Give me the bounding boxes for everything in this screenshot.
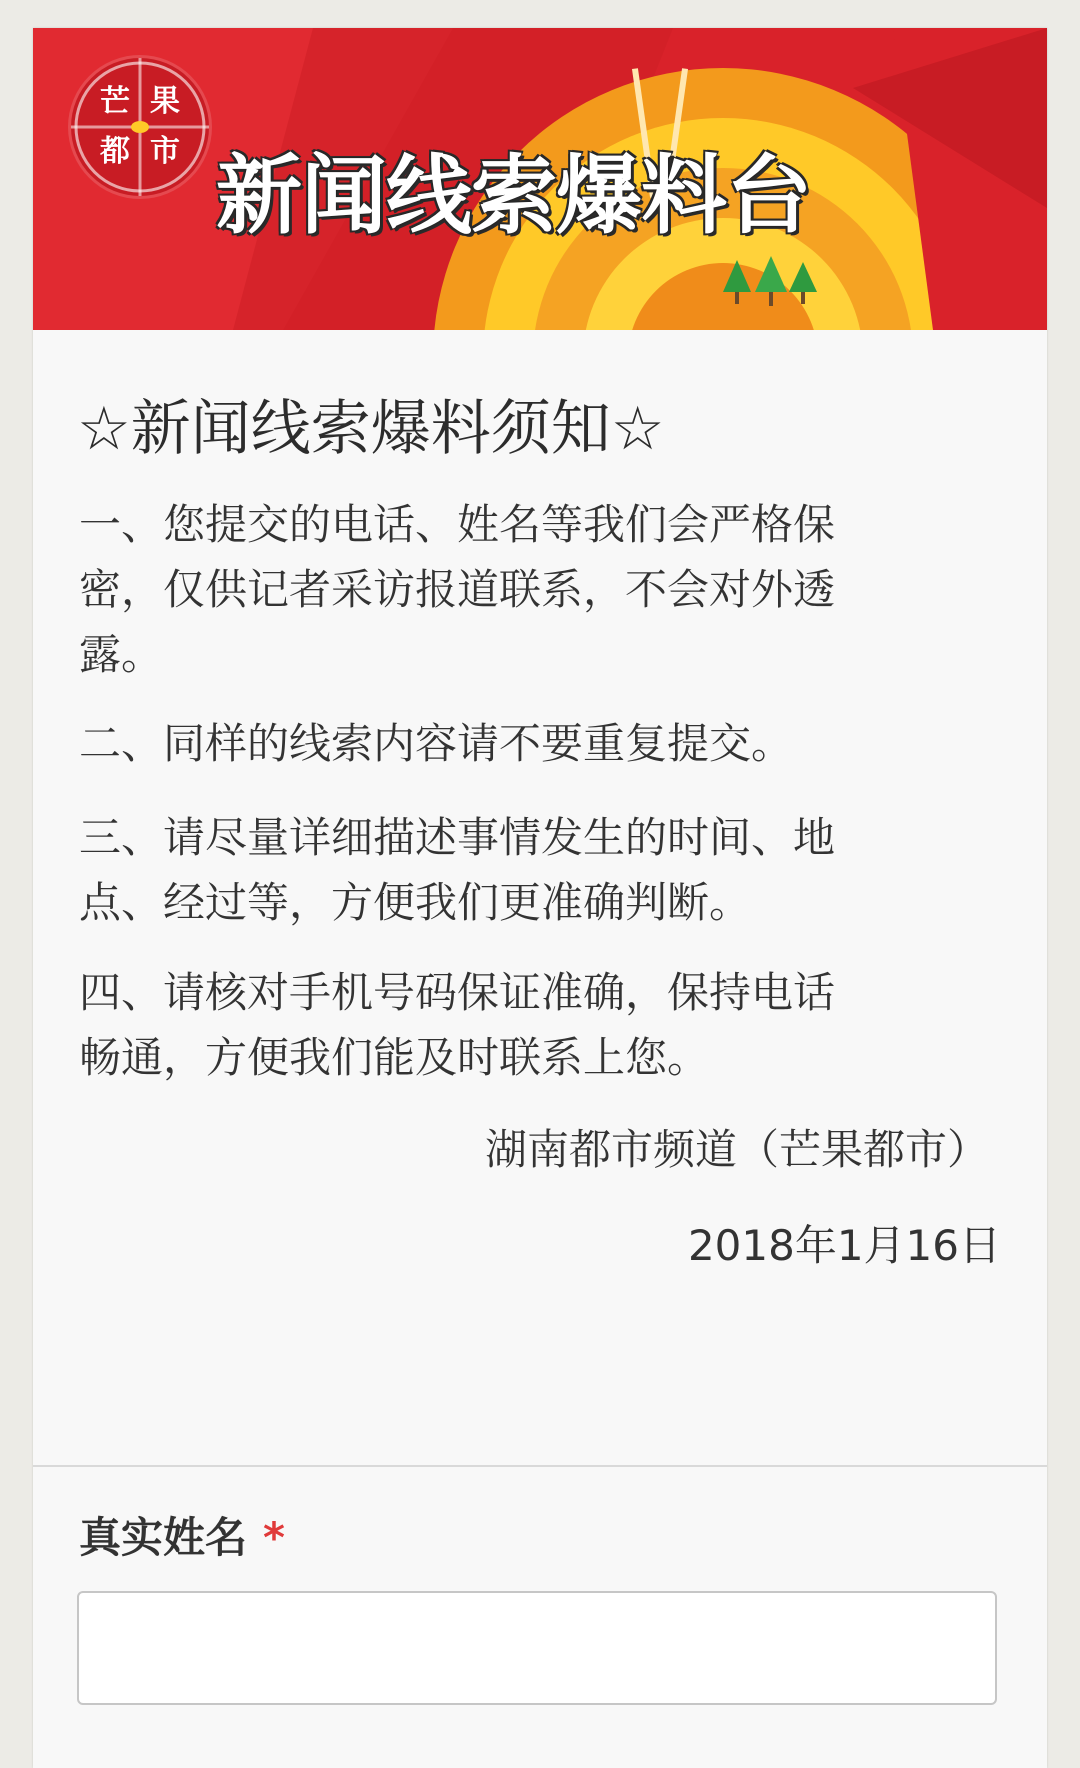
notice-item-1 (79, 492, 979, 687)
name-label-text: 真实姓名 (79, 1513, 248, 1562)
logo-char: 芒 (100, 84, 130, 119)
notice-line: 点、经过等，方便我们更准确判断。 (79, 878, 752, 927)
form-card (33, 28, 1047, 1768)
logo-char: 都 (100, 134, 130, 169)
mango-logo (71, 58, 209, 196)
notice-date: 2018年1月16日 (687, 1221, 1001, 1270)
notice-signature: 湖南都市频道（芒果都市） (484, 1125, 989, 1174)
notice-item-2 (79, 711, 979, 776)
notice-section (33, 330, 1047, 1496)
logo-char: 市 (150, 134, 180, 169)
notice-line: 三、请尽量详细描述事情发生的时间、地 (79, 813, 836, 862)
notice-line: 露。 (79, 630, 164, 679)
notice-line: 一、您提交的电话、姓名等我们会严格保 (79, 500, 836, 549)
section-divider (33, 1465, 1047, 1467)
notice-line: 畅通，方便我们能及时联系上您。 (79, 1033, 710, 1082)
trees-decoration (721, 256, 821, 308)
logo-char: 果 (150, 84, 180, 119)
notice-item-4 (79, 960, 979, 1090)
banner-title: 新闻线索爆料台 (216, 146, 811, 246)
notice-line: 密，仅供记者采访报道联系，不会对外透 (79, 565, 836, 614)
real-name-input[interactable] (77, 1591, 997, 1705)
name-field-label (79, 1508, 285, 1568)
notice-heading: ☆新闻线索爆料须知☆ (77, 394, 665, 464)
header-banner (33, 28, 1047, 330)
notice-line: 二、同样的线索内容请不要重复提交。 (79, 719, 794, 768)
notice-line: 四、请核对手机号码保证准确，保持电话 (79, 968, 836, 1017)
required-asterisk: * (263, 1513, 285, 1562)
notice-item-3 (79, 805, 979, 935)
